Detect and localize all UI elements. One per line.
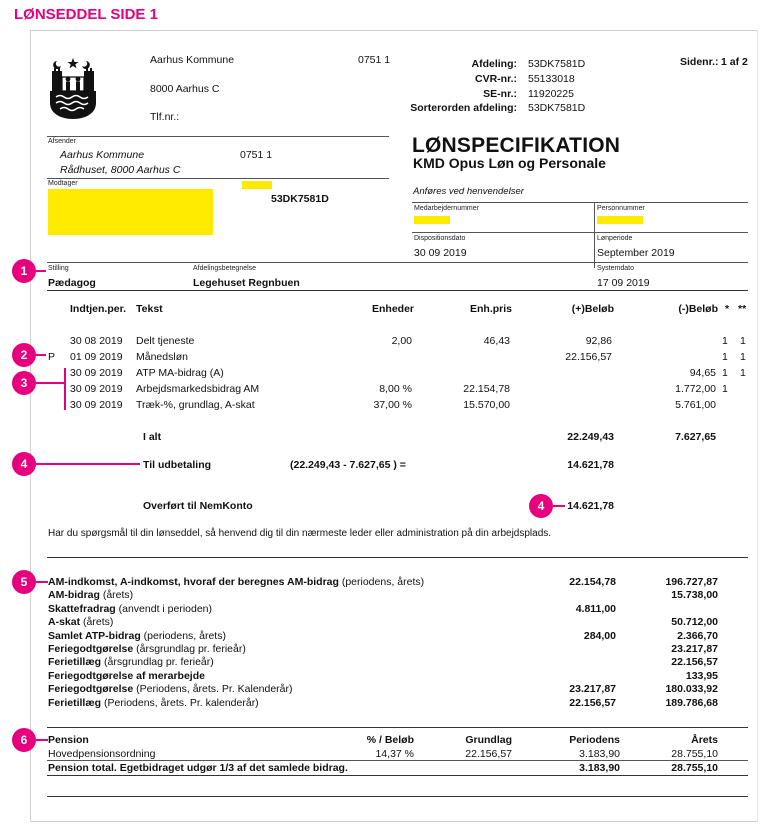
summary-label-qualifier: (Periodens, årets. Pr. Kalenderår)	[133, 683, 293, 696]
modtager-label: Modtager	[48, 180, 78, 187]
cvr-value: 55133018	[528, 73, 575, 85]
summary-label-bold: Feriegodtgørelse	[48, 683, 134, 696]
col-header-units: Enheder	[371, 303, 414, 315]
page-bottom-divider	[47, 796, 748, 797]
total-minus: 7.627,65	[675, 431, 716, 443]
recipient-dept: 53DK7581D	[271, 193, 329, 205]
col-header-date: Indtjen.per.	[70, 303, 127, 315]
row-text: ATP MA-bidrag (A)	[136, 367, 224, 379]
department-name-label: Afdelingsbetegnelse	[193, 265, 257, 272]
employee-number-redaction	[414, 216, 450, 224]
row-minus-amount: 94,65	[689, 367, 716, 379]
summary-year-value: 189.786,68	[665, 696, 718, 709]
afsender-divider	[47, 136, 389, 137]
row-star: 1	[722, 351, 728, 363]
document-subtitle: KMD Opus Løn og Personale	[413, 155, 606, 171]
summary-period-value: 22.154,78	[569, 576, 616, 588]
summary-label-qualifier: (periodens, årets)	[338, 576, 425, 588]
annotation-badge-2: 2	[12, 343, 36, 367]
annotation-badge-4a: 4	[12, 452, 36, 476]
fields-divider-2	[412, 232, 748, 233]
row-double-star: 1	[740, 335, 746, 347]
recipient-code-redaction	[242, 181, 272, 189]
pension-header-period: Periodens	[569, 734, 620, 746]
pension-row-base: 22.156,57	[465, 748, 512, 760]
afsender-code: 0751 1	[240, 149, 273, 161]
row-date: 30 09 2019	[70, 367, 123, 379]
summary-label-bold: Feriegodtgørelse	[48, 643, 134, 655]
row-units: 2,00	[391, 335, 412, 347]
document-title: LØNSPECIFIKATION	[412, 134, 621, 157]
row-date: 30 08 2019	[70, 335, 123, 347]
summary-label	[48, 630, 226, 642]
municipality-name: Aarhus Kommune	[150, 54, 235, 66]
annotation-line-5	[36, 581, 48, 583]
col-header-star: *	[725, 303, 730, 315]
afsender-name: Aarhus Kommune	[60, 149, 145, 161]
afsender-label: Afsender	[48, 138, 77, 145]
cvr-label: CVR-nr.:	[475, 73, 517, 85]
col-header-double-star: **	[738, 303, 747, 315]
municipality-code: 0751 1	[358, 54, 391, 66]
payout-label: Til udbetaling	[143, 459, 212, 471]
summary-year-value: 22.156,57	[671, 656, 718, 669]
row-plus-amount: 22.156,57	[565, 351, 612, 363]
se-label: SE-nr.:	[483, 88, 517, 100]
summary-label-bold: Ferietillæg	[48, 656, 102, 669]
summary-label-bold: Samlet ATP-bidrag	[48, 629, 141, 642]
summary-label-qualifier: (årsgrundlag pr. ferieår)	[133, 643, 246, 655]
annotation-line-2	[36, 354, 46, 356]
summary-label-bold: AM-indkomst, A-indkomst, hvoraf der beregnes AM-bidrag	[48, 576, 339, 588]
pay-period-label: Lønperiode	[597, 235, 633, 242]
row-star: 1	[722, 383, 728, 395]
row-flag: P	[48, 351, 56, 363]
row-text: Arbejdsmarkedsbidrag AM	[136, 383, 260, 395]
annotation-badge-1: 1	[12, 259, 36, 283]
pension-header-year: Årets	[691, 734, 718, 746]
summary-label-qualifier: (periodens, årets)	[140, 629, 226, 642]
reference-note: Anføres ved henvendelser	[413, 186, 524, 197]
pension-row-label: Hovedpensionsordning	[48, 748, 156, 760]
row-plus-amount: 92,86	[585, 335, 612, 347]
summary-year-value: 133,95	[685, 669, 718, 682]
summary-label-qualifier: (årets)	[99, 589, 134, 602]
row-date: 01 09 2019	[70, 351, 123, 363]
row-minus-amount: 5.761,00	[675, 399, 716, 411]
se-value: 11920225	[528, 88, 574, 100]
modtager-divider	[47, 178, 389, 179]
total-label: I alt	[143, 431, 162, 443]
row-star: 1	[722, 367, 728, 379]
summary-period-value: 23.217,87	[569, 683, 616, 696]
afdeling-label: Afdeling:	[471, 58, 517, 70]
col-header-minus-amount: (-)Beløb	[678, 303, 718, 315]
summary-label-bold: Ferietillæg	[48, 696, 102, 709]
row-star: 1	[722, 335, 728, 347]
annotation-line-4a	[36, 463, 140, 465]
pay-period-value: September 2019	[597, 247, 675, 259]
summary-label	[48, 616, 113, 628]
row-units: 8,00 %	[379, 383, 412, 395]
fields-divider-4	[47, 290, 748, 291]
pension-row-period: 3.183,90	[579, 748, 620, 760]
summary-label-qualifier: (årsgrundlag pr. ferieår)	[101, 656, 214, 669]
row-text: Delt tjeneste	[136, 335, 195, 347]
position-label: Stilling	[48, 265, 69, 272]
summary-label-bold: AM-bidrag	[48, 589, 100, 602]
phone-label: Tlf.nr.:	[150, 111, 180, 123]
summary-label	[48, 670, 205, 682]
sortorder-label: Sorterorden afdeling:	[410, 102, 517, 114]
disposition-date-value: 30 09 2019	[414, 247, 467, 259]
summary-label-qualifier: (Periodens, årets. Pr. kalenderår)	[101, 696, 259, 709]
afsender-address: Rådhuset, 8000 Aarhus C	[60, 164, 181, 176]
pension-header-base: Grundlag	[465, 734, 512, 746]
annotation-badge-4b: 4	[529, 494, 553, 518]
summary-label	[48, 643, 246, 655]
disposition-date-label: Dispositionsdato	[414, 235, 466, 242]
row-double-star: 1	[740, 351, 746, 363]
summary-label	[48, 683, 293, 695]
col-header-plus-amount: (+)Beløb	[571, 303, 614, 315]
afdeling-value: 53DK7581D	[528, 58, 586, 70]
summary-period-value: 4.811,00	[575, 602, 616, 615]
summary-period-value: 284,00	[583, 629, 616, 642]
annotation-line-6	[36, 739, 48, 741]
position-value: Pædagog	[48, 277, 96, 289]
pension-divider-top	[47, 727, 748, 728]
system-date-value: 17 09 2019	[597, 277, 650, 289]
sortorder-value: 53DK7581D	[528, 102, 586, 114]
aarhus-coat-of-arms-icon	[48, 55, 98, 121]
pension-divider-bottom	[47, 775, 748, 776]
row-text: Træk-%, grundlag, A-skat	[136, 399, 255, 411]
nemkonto-value: 14.621,78	[567, 500, 614, 512]
fields-divider-3	[47, 262, 748, 263]
annotation-bracket-3	[64, 368, 66, 410]
row-unit-price: 22.154,78	[463, 383, 510, 395]
person-number-label: Personnummer	[597, 205, 645, 212]
pension-row-year: 28.755,10	[671, 748, 718, 760]
page-number-label: Sidenr.:	[680, 56, 719, 68]
summary-period-value: 22.156,57	[569, 696, 616, 709]
page-number-value: 1 af 2	[721, 56, 748, 68]
summary-year-value: 50.712,00	[671, 616, 718, 629]
summary-year-value: 2.366,70	[677, 629, 718, 642]
summary-year-value: 15.738,00	[671, 589, 718, 602]
annotation-line-4b	[553, 505, 565, 507]
person-number-redaction	[597, 216, 643, 224]
annotation-line-1	[36, 270, 46, 272]
recipient-redaction	[48, 189, 213, 235]
summary-year-value: 180.033,92	[665, 683, 718, 696]
help-text: Har du spørgsmål til din lønseddel, så henvend dig til din nærmeste leder eller administration på din arbejdsplads.	[48, 528, 552, 539]
fields-vertical-divider	[594, 202, 595, 268]
total-plus: 22.249,43	[567, 431, 614, 443]
summary-label-bold: Skattefradrag	[48, 602, 116, 615]
pension-total-year: 28.755,10	[671, 762, 718, 774]
row-date: 30 09 2019	[70, 399, 123, 411]
row-double-star: 1	[740, 367, 746, 379]
row-units: 37,00 %	[373, 399, 412, 411]
payout-value: 14.621,78	[567, 459, 614, 471]
nemkonto-label: Overført til NemKonto	[143, 500, 253, 512]
system-date-label: Systemdato	[597, 265, 634, 272]
summary-year-value: 196.727,87	[665, 576, 718, 588]
summary-label	[48, 589, 133, 601]
department-name-value: Legehuset Regnbuen	[193, 277, 300, 289]
pension-row-pct: 14,37 %	[375, 748, 414, 760]
annotation-badge-3: 3	[12, 371, 36, 395]
row-minus-amount: 1.772,00	[675, 383, 716, 395]
fields-divider-1	[412, 202, 748, 203]
summary-year-value: 23.217,87	[671, 643, 718, 655]
col-header-unit-price: Enh.pris	[469, 303, 512, 315]
employee-number-label: Medarbejdernummer	[414, 205, 479, 212]
summary-label	[48, 603, 212, 615]
summary-label	[48, 656, 214, 668]
row-date: 30 09 2019	[70, 383, 123, 395]
summary-label	[48, 576, 424, 588]
row-text: Månedsløn	[136, 351, 188, 363]
pension-header-label: Pension	[48, 734, 89, 746]
annotation-badge-5: 5	[12, 570, 36, 594]
pension-total-divider	[47, 760, 748, 761]
row-unit-price: 46,43	[483, 335, 510, 347]
annotation-badge-6: 6	[12, 728, 36, 752]
payout-calculation: (22.249,43 - 7.627,65 ) =	[290, 459, 406, 471]
pension-total-label: Pension total. Egetbidraget udgør 1/3 af det samlede bidrag.	[48, 762, 348, 774]
summary-label-qualifier: (anvendt i perioden)	[115, 602, 213, 615]
summary-label-qualifier: (årets)	[80, 616, 114, 629]
summary-label-bold: Feriegodtgørelse af merarbejde	[48, 669, 205, 682]
summary-divider-top	[47, 557, 748, 558]
summary-label	[48, 697, 259, 709]
row-unit-price: 15.570,00	[463, 399, 510, 411]
pension-total-period: 3.183,90	[579, 762, 620, 774]
municipality-city: 8000 Aarhus C	[150, 83, 220, 95]
pension-header-pct: % / Beløb	[366, 734, 414, 746]
col-header-text: Tekst	[136, 303, 163, 315]
page-heading: LØNSEDDEL SIDE 1	[14, 6, 158, 23]
summary-label-bold: A-skat	[48, 616, 81, 629]
annotation-line-3	[36, 382, 64, 384]
